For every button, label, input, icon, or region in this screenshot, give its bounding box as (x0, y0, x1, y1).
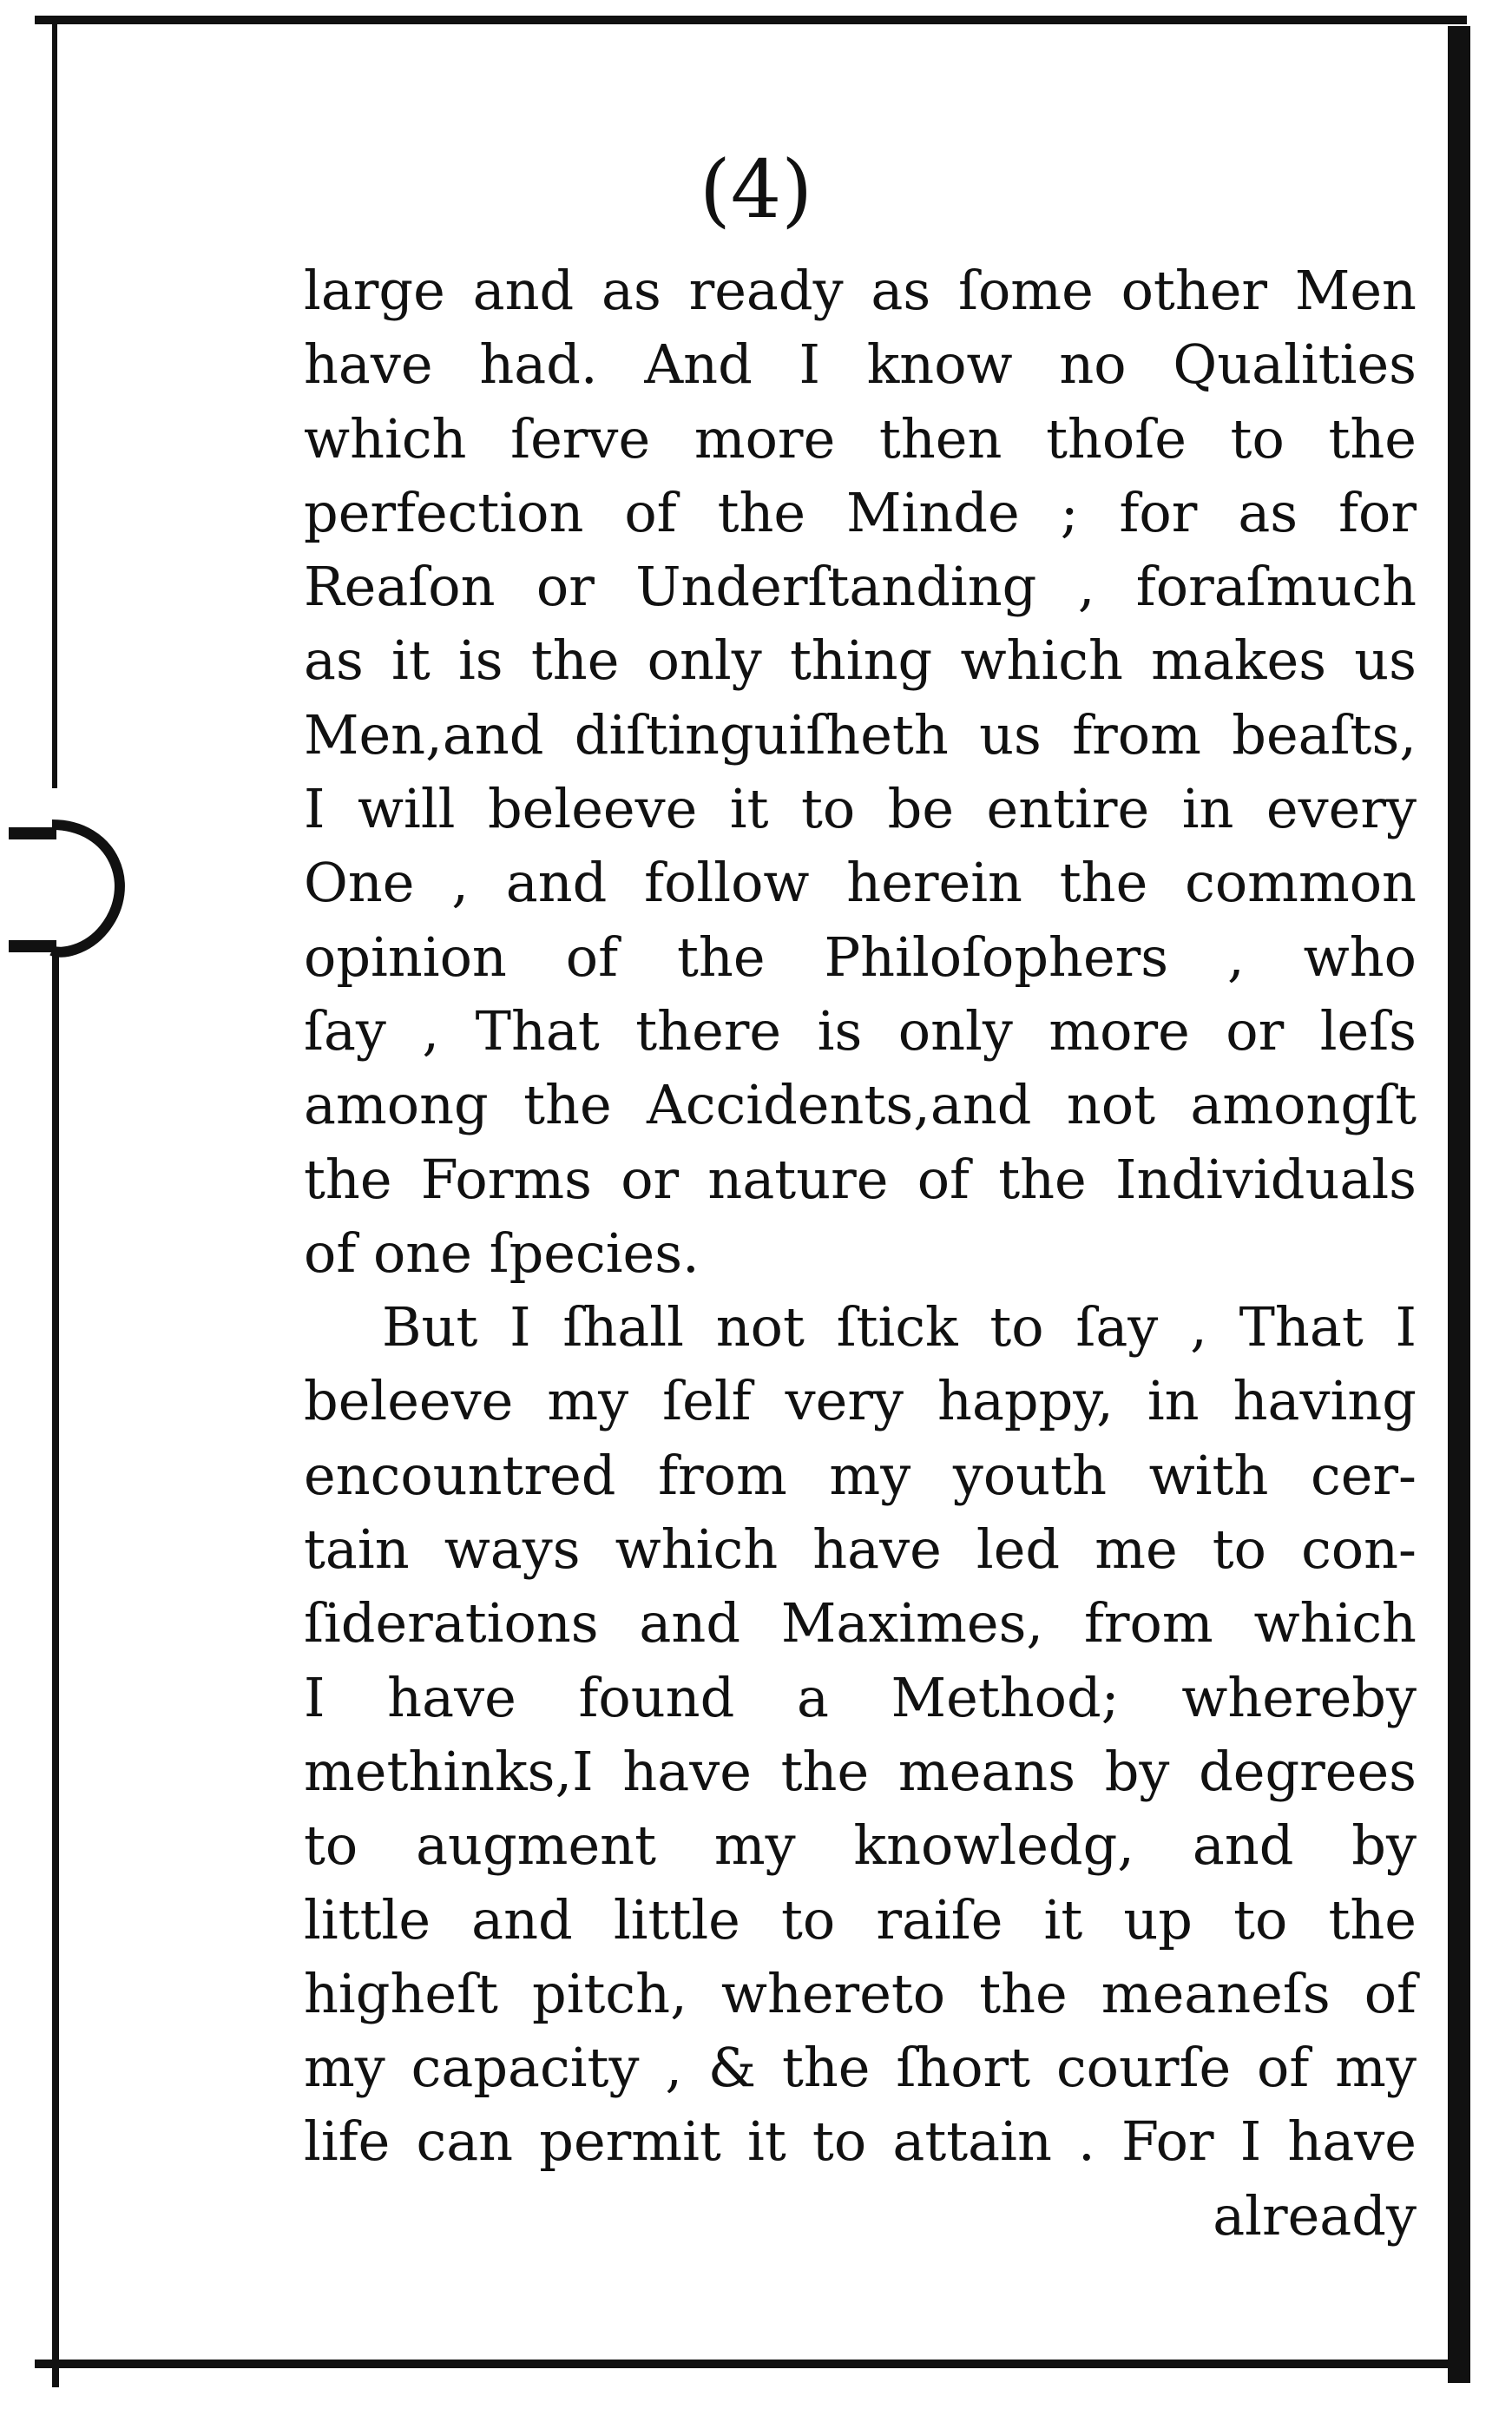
frame-top-edge (35, 16, 1467, 24)
text-line: ſay , That there is only more or leſs (304, 998, 1417, 1063)
paragraph-2 (304, 1290, 1417, 2179)
text-line: beleeve my ſelf very happy, in having (304, 1369, 1417, 1433)
text-line: of one ſpecies. (304, 1221, 700, 1285)
text-line: I have found a Method; whereby (304, 1665, 1417, 1729)
frame-left-edge-lower (52, 955, 59, 2387)
text-line: as it is the only thing which makes us (304, 629, 1417, 693)
text-line: to augment my knowledg, and by (304, 1813, 1417, 1878)
page-number: (4) (699, 143, 813, 236)
text-line: opinion of the Philoſophers , who (304, 925, 1417, 989)
text-line: have had. And I know no Qualities (304, 332, 1417, 397)
text-line: methinks,I have the means by degrees (304, 1739, 1417, 1803)
text-line: higheſt pitch, whereto the meaneſs of (304, 1961, 1417, 2025)
text-line: which ſerve more then thoſe to the (304, 406, 1417, 471)
frame-left-edge (52, 16, 57, 788)
text-line: the Forms or nature of the Individuals (304, 1147, 1417, 1211)
text-line: little and little to raiſe it up to the (304, 1887, 1417, 1952)
text-line: my capacity , & the ſhort courſe of my (304, 2036, 1417, 2100)
text-line: large and as ready as ſome other Men (304, 259, 1417, 322)
text-line: I will beleeve it to be entire in every (304, 777, 1417, 841)
binding-hole-mark (9, 807, 130, 964)
frame-right-edge (1448, 26, 1470, 2383)
paragraph-1 (304, 253, 1417, 1290)
text-line: encountred from my youth with cer- (304, 1443, 1417, 1507)
text-line: One , and follow herein the common (304, 851, 1417, 915)
body-text (304, 253, 1417, 2253)
text-line: among the Accidents,and not amongſt (304, 1073, 1417, 1137)
text-line: perfection of the Minde ; for as for (304, 480, 1417, 544)
text-line: ſiderations and Maximes, from which (304, 1591, 1417, 1655)
text-line: tain ways which have led me to con- (304, 1517, 1417, 1582)
frame-bottom-edge (35, 2360, 1450, 2368)
text-line: Reaſon or Underſtanding , foraſmuch (304, 555, 1417, 619)
catchword: already (1213, 2183, 1417, 2248)
text-line: life can permit it to attain . For I have (304, 2110, 1417, 2174)
text-line: Men,and diſtinguiſheth us from beaſts, (304, 702, 1417, 767)
text-line: But I ſhall not ſtick to ſay , That I (382, 1295, 1417, 1359)
